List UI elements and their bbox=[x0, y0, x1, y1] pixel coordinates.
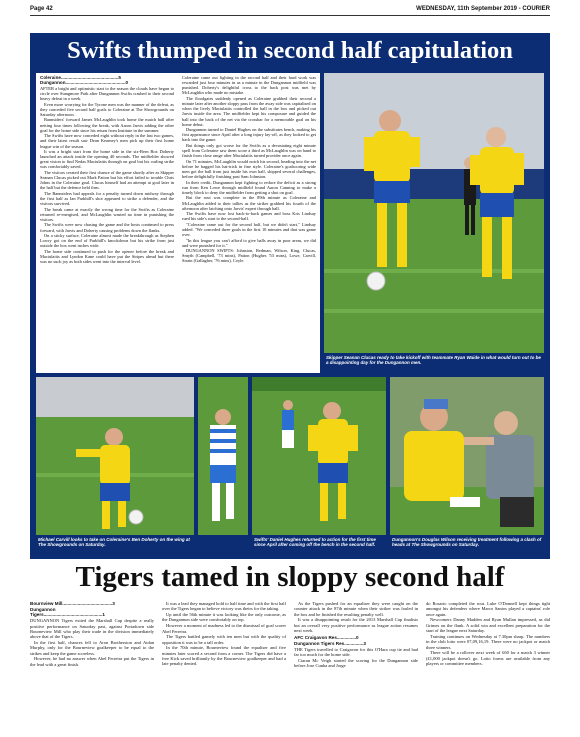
score-away-line2: Tigers..............................................1 bbox=[30, 612, 105, 618]
paragraph: There will be a rollover next week of £60 for a match 3 winner (£1,000 jackpot doesn't go. Lotto forms are available from any players or committee members. bbox=[426, 650, 550, 666]
paragraph: Even more worrying for the Tyrone men was the manner of the defeat, as they conceded five second half goals to Coleraine at The Showgrounds on Saturday afternoon. bbox=[40, 101, 174, 117]
subhead-score-away: Dungannon Tigers Res...............3 bbox=[294, 641, 366, 647]
paragraph: Bannsiders' forward James McLaughlin took home the match ball after netting four times following the break, with Aaron Jarvis adding the other goal for the home side since his return from Institute in the summer. bbox=[40, 117, 174, 133]
article-bottom-column-3 bbox=[294, 601, 418, 733]
paragraph: As the Tigers pushed for an equaliser they were caught on the counter attack in the 87th minute when their striker was fouled in the box and he finished the resulting penalty well. bbox=[294, 601, 418, 617]
score-away: Dungannon...............................................0 bbox=[40, 80, 129, 86]
paragraph: The home side continued to push for the opener before the break and Maciulaitis and Lyndon Kane could have put the Stripes ahead but there was no such joy as both sides went into the interval level. bbox=[40, 248, 174, 265]
paragraph: The Bannsiders had appeals for a penalty turned down midway through the first half as Ian Parkhill's shot appeared to strike a defender, and the visitors survived. bbox=[40, 190, 174, 207]
paragraph: Dungannon turned to Daniel Hughes on the substitutes bench, making his first appearance since April after a long injury lay-off, as they looked to get back into the game. bbox=[182, 127, 316, 143]
paragraph: In their credit, Dungannon kept fighting to reduce the deficit as a strong run from Ken Lowe through midfield found Aaron Canning to make a timely block to deny the midfielder from getting a shot on goal. bbox=[182, 179, 316, 195]
article-bottom-column-1 bbox=[30, 601, 154, 733]
paragraph: It was a lead they managed hold to half time and with the first half over the Tigers began to believe victory was theirs for the taking. bbox=[162, 601, 286, 612]
dateline: WEDNESDAY, 11th September 2019 - COURIER bbox=[416, 6, 550, 12]
page-number: Page 42 bbox=[30, 6, 53, 12]
paragraph: AFTER a bright and optimistic start to the season the clouds have begun to circle over Stangmore Park after Dungannon Swifts crashed to their second heavy defeat in a week. bbox=[40, 85, 174, 102]
photo-hughes-caption: Swifts' Daniel Hughes returned to action for the first time since April after coming off the bench in the second half. bbox=[254, 537, 376, 548]
paragraph: It was a bright start from the home side in the six-Bern Box Doherty launched an attack inside the opening 40 seconds. The midfielder showed great vision to find Nedas Maciulaitis through on goal but his curling strike was comfortably saved. bbox=[40, 148, 174, 170]
paragraph: Coleraine came out fighting in the second half and their hard work was rewarded just four minutes in as a minute in the Dungannon midfield was punished. Doherty's delightful cross to the back post was met by McLaughlin who made no mistake. bbox=[182, 75, 316, 96]
paragraph: Training continues on Wednesday at 7.30pm sharp. The numbers in the club lotto were 07,09,16,19. There were no jackpot or match three winners. bbox=[426, 633, 550, 650]
paragraph: The break came at exactly the wrong time for the Swifts as Coleraine returned re-energised, and McLaughlin wasted no time in punishing the visitors. bbox=[40, 206, 174, 222]
feature-panel bbox=[30, 33, 550, 559]
article-top-column-1 bbox=[40, 75, 174, 371]
headline-bottom: Tigers tamed in sloppy second half bbox=[75, 561, 505, 593]
paragraph: THE Tigers travelled to Craigavon for this O'Hara cup tie and had far too much for the home side. bbox=[294, 646, 418, 658]
paragraph: "Coleraine came out for the second half, but we didn't start," Lindsay added. "We conceded three goals in the first 10 minutes and that was game over. bbox=[182, 221, 316, 238]
paragraph: However, he had no answer when Abel Ferreira put the Tigers in the lead with a great finish. bbox=[30, 656, 154, 667]
article-bottom-column-4 bbox=[426, 601, 550, 733]
paragraph: It was a disappointing result for the 2013 Marshall Cup finalists but an overall very positive performance as league action resumes next week. bbox=[294, 617, 418, 634]
paragraph: The Swifts have now lost back-to-back games and boss Kris Lindsay rued his side's start to the second-half. bbox=[182, 211, 316, 222]
paragraph: Ciaran Mc Veigh started the scoring for the Dungannon side before Jose Cunha and Jorge bbox=[294, 658, 418, 669]
paragraph: On 71 minutes, McLaughlin would notch his second, heading into the net before he bagged his hat-trick in fine style. Coleraine's goalscoring wide men got the ball from just inside his own half, skipped several challenges, before delightfully finishing past Sam Johnston. bbox=[182, 158, 316, 180]
photo-wilson bbox=[390, 377, 544, 535]
paragraph: On a sticky surface, Coleraine almost made the breakthrough as Stephen Lowry got on the end of Parkhill's knockdown but his strike from just outside the box went inches wide. bbox=[40, 232, 174, 249]
paragraph: The Swifts were now chasing the game and the hosts continued to press forward, with Jarvis and Doherty causing problems down the flanks. bbox=[40, 222, 174, 233]
paragraph: Up until the 56th minute it was looking like the only outcome, as the Dungannon side were comfortably on top. bbox=[162, 612, 286, 623]
score-home: Coleraine.............................................5 bbox=[40, 75, 121, 80]
page-header bbox=[30, 6, 550, 16]
headline-top: Swifts thumped in second half capitulation bbox=[67, 37, 513, 64]
article-bottom bbox=[30, 601, 550, 733]
paragraph: The Tigers battled gamely with ten men but with the quality of opposition it was to be a tall order. bbox=[162, 634, 286, 645]
main-photo-image bbox=[324, 73, 544, 353]
paragraph: The Swifts have now conceded eight without reply in the last two games, and their latest result saw Dean Kearney's men pick up their first home league win of the season. bbox=[40, 133, 174, 149]
photo-carvill-caption: Michael Carvill looks to take on Coleraine's Ben Doherty on the wing at The Showgrounds on Saturday. bbox=[38, 537, 190, 548]
header-rule bbox=[30, 15, 550, 16]
photo-coleraine-player bbox=[198, 377, 248, 535]
main-photo bbox=[324, 73, 544, 353]
paragraph: But the rout was complete in the 89th minute as Coleraine and McLaughlin added to their tallies as the striker grabbed his fourth of the afternoon after latching onto Jarvis' expert through ball. bbox=[182, 195, 316, 211]
paragraph: Newcomers Danny Madden and Ryan Mullan impressed, as did Grimes on the flank. A solid win and excellent preparation for the start of the league next Saturday. bbox=[426, 617, 550, 634]
article-top bbox=[36, 73, 320, 373]
paragraph: In the first half, chances fell to Aron Brotherston and Aidan Murphy, only for the Bourneview goalkeeper to be equal to the strikes and keep the game scoreless. bbox=[30, 639, 154, 656]
article-bottom-column-2 bbox=[162, 601, 286, 733]
photo-hughes bbox=[252, 377, 386, 535]
paragraph: do Rosario completed the rout. Luke O'Donnell kept things tight amongst his defenders where Marco Santos played a captains' role once again. bbox=[426, 601, 550, 617]
paragraph: The floodgates suddenly opened as Coleraine grabbed their second a minute later after another sloppy pass from the away side was capitalised on when the lively Maciulaitis controlled the ball in the box and picked out Jarvis inside the area. The midfielder kept his composure and guided the ball into the back of the net via the crossbar for a memorable goal on his home debut. bbox=[182, 95, 316, 127]
paragraph: But things only got worse for the Swifts as a devastating eight minute spell from Coleraine saw them score a third as McLaughlin was on hand to finish from close range after Maciulaitis turned provider once again. bbox=[182, 142, 316, 159]
paragraph: In the 70th minute, Bourneview found the equaliser and five minutes later scored a second from a corner. The Tigers did have a free Kick saved brilliantly by the Bourneview goalkeeper and had a late penalty denied. bbox=[162, 645, 286, 667]
score-home: Bournview Mill.......................................3 bbox=[30, 601, 115, 606]
paragraph: The visitors created their first chance of the game shortly after as Skipper Seanan Clucas picked out Mark Patton but his effort failed to trouble Chris Johns in the Coleraine goal. Clucas himself had an attempt at goal later in the half but the defence held firm. bbox=[40, 169, 174, 191]
paragraph: DUNGANNON Tigers exited the Marshall Cup despite a really positive performance on Saturday past, against Portadown side Bourneview Mill who play their trade in the division immediately above that of the Tigers. bbox=[30, 618, 154, 640]
subhead-score-home: AFC Craigavon Res...............0 bbox=[294, 635, 359, 641]
main-photo-caption: Skipper Seanan Clucas ready to take kickoff with teammate Ryan Waide in what would turn out to be a disappointing day for the Dungannon men. bbox=[326, 355, 541, 366]
score-away: Dungannon bbox=[30, 606, 56, 612]
paragraph: "In this league you can't afford to give balls away in poor areas, we did and were punished for it." bbox=[182, 237, 316, 248]
paragraph: However a moment of madness led to the dismissal of goal scorer Abel Ferreira. bbox=[162, 623, 286, 634]
photo-carvill bbox=[36, 377, 194, 535]
photo-wilson-caption: Dungannon's Douglas Wilson receiving treatment following a clash of heads at The Showgrounds on Saturday. bbox=[392, 537, 542, 548]
article-top-column-2 bbox=[182, 75, 316, 371]
paragraph: DUNGANNON SWIFTS: Johnston, Redman, Wilson, King, Clucas, Smyth (Campbell, '73 mins), Patton (Hughes '53 mins), Lowe, Carvill, Strain (Gallagher, '76 mins), Coyle. bbox=[182, 248, 316, 264]
